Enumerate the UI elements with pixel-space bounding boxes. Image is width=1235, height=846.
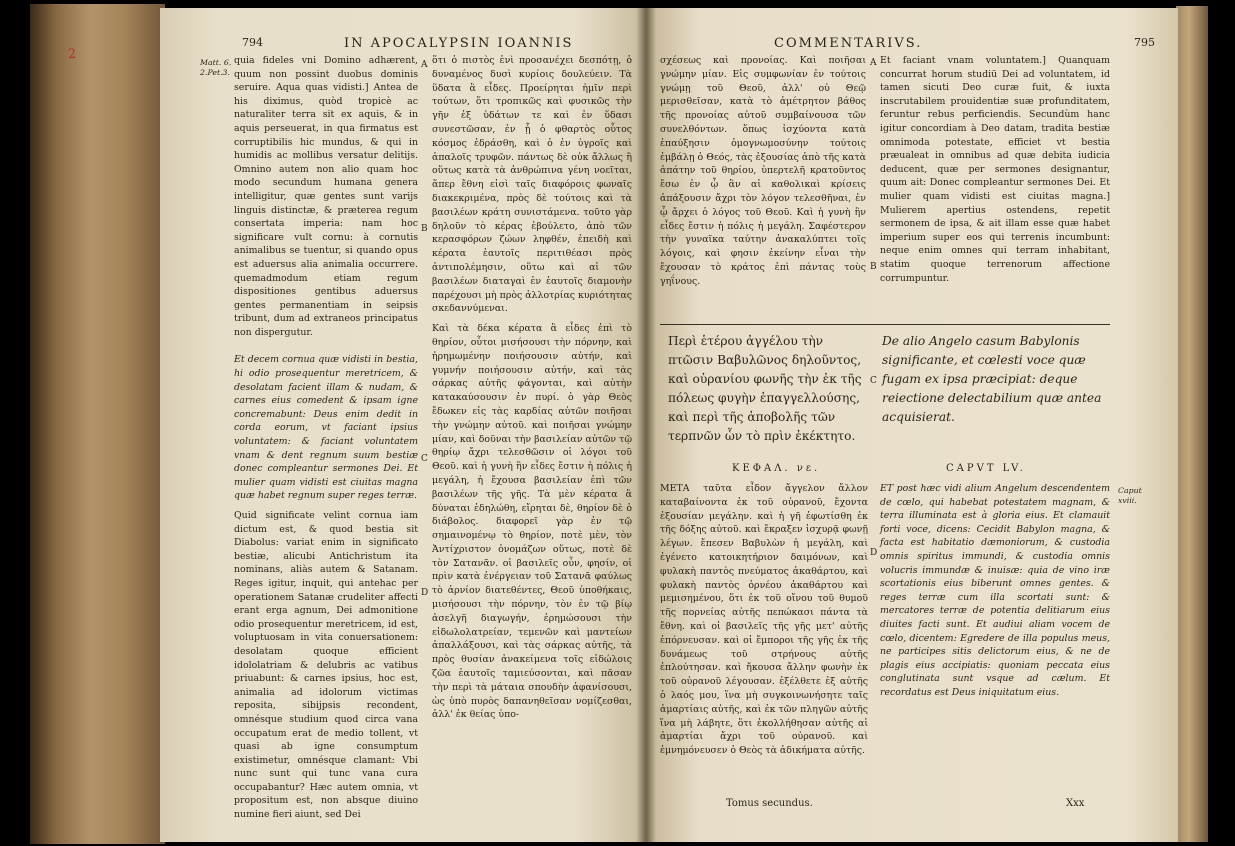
- greek-text-right-top: σχέσεως καὶ προνοίας. Καὶ ποιῆσαι γνώμην μίαν. Εἰς συμφωνίαν ἐν τούτοις γνώμῃ τοῦ Θεοῦ, ἀλλ' οὐ Θεῷ μερισθεῖσαν, κατὰ τὸ ἀμέτρητον βάθος τῆς προνοίας αὐτοῦ συμβαίνουσα τῶν συνελθόντων. ὅπως ἰσχύοντα κατὰ ἐπαύξησιν ὁμογνωμοσύνην τούτοις ἐμβάλῃ ὁ Θεός, τὰς ἐξουσίας ἀπὸ τῆς κατὰ ἀπάτην τοῦ θηρίου, ὑπερτελῆ κρατοῦντος ἔσω ἐν ᾧ ἂν αἱ καθολικαὶ κρίσεις ἀπάξουσιν ἄχρι τὸν λόγον τελεσθῆναι, ἐν ᾧ ἄρχει ὁ λόγος τοῦ Θεοῦ. Καὶ ἡ γυνὴ ἣν εἶδες ἔστιν ἡ πόλις ἡ μεγάλη. Σαφέστερον τὴν γυναῖκα ταύτην ἀνακαλύπτει τοῖς λόγοις, καὶ φησιν ἐκείνην εἶναι τὴν ἔχουσαν τὸ κράτος ἐπὶ πάντας τοὺς γηΐνους.: [660, 55, 866, 287]
- greek-body-text: ΜΕΤΑ ταῦτα εἶδον ἄγγελον ἄλλον καταβαίνοντα ἐκ τοῦ οὐρανοῦ, ἔχοντα ἐξουσίαν μεγάλην. καὶ ἡ γῆ ἐφωτίσθη ἐκ τῆς δόξης αὐτοῦ. καὶ ἔκραξεν ἰσχυρᾷ φωνῇ λέγων. ἔπεσεν Βαβυλὼν ἡ μεγάλη, καὶ ἐγένετο κατοικητήριον δαιμόνων, καὶ φυλακὴ παντὸς πνεύματος ἀκαθάρτου, καὶ φυλακὴ παντὸς ὀρνέου ἀκαθάρτου καὶ μεμισημένου, ὅτι ἐκ τοῦ οἴνου τοῦ θυμοῦ τῆς πορνείας αὐτῆς πεπώκασι πάντα τὰ ἔθνη. καὶ οἱ βασιλεῖς τῆς γῆς μετ' αὐτῆς ἐπόρνευσαν. καὶ οἱ ἔμποροι τῆς γῆς ἐκ τῆς δυνάμεως τοῦ στρήνους αὐτῆς ἐπλούτησαν. καὶ ἤκουσα ἄλλην φωνὴν ἐκ τοῦ οὐρανοῦ λέγουσαν. ἐξέλθετε ἐξ αὐτῆς ὁ λαός μου, ἵνα μὴ συγκοινωνήσητε ταῖς ἁμαρτίαις αὐτῆς, καὶ ἐκ τῶν πληγῶν αὐτῆς ἵνα μὴ λάβητε, ὅτι ἐκολλήθησαν αὐτῆς αἱ ἁμαρτίαι ἄχρι τοῦ οὐρανοῦ. καὶ ἐμνημόνευσεν ὁ Θεὸς τὰ ἀδικήματα αὐτῆς.: [660, 483, 868, 757]
- marker-a: A: [421, 60, 428, 70]
- greek-text-top: ὅτι ὁ πιστὸς ἑνὶ προσανέχει δεσπότῃ, ὁ δυναμένος δυσὶ κυρίοις δουλεύειν. Τὰ ὕδατα ἃ εἶδες. Προείρηται ἡμῖν περὶ τούτων, ὅτι τροπικῶς καὶ φυσικῶς τὴν γῆν ἐξ ὑδάτων τε καὶ ἐν ὕδασι συνεστῶσαν, ἐν ᾗ ὁ φθαρτὸς οὗτος κόσμος ἐδράσθη, καὶ ὁ ἐν ὑγροῖς καὶ ἁπαλοῖς τρυφῶν. πάντως δὲ οὐκ ἄλλως ἢ οὕτως κατὰ τὰ ἀνθρώπινα γένη νοεῖται, ἅπερ ἔθνη εἰσὶ ταῖς διαφόροις φωναῖς διακεκριμένα, πρὸς δὲ τούτοις καὶ τὰ βασιλέων κράτη συνιστάμενα. τοῦτο γὰρ δηλοῦν τὸ κέρας ἐβούλετο, ἀπὸ τῶν κερασφόρων ζώων ληφθέν, ἐπειδὴ καὶ κέρατα ἑαυτοῖς περιτιθέασι πρὸς ἀντιπολέμησιν, οὕτω καὶ αἱ τῶν βασιλέων διαταγαὶ ἐν ἑαυτοῖς διαμονὴν παρέχουσι μὴ πρὸς ἀλλοτρίας κυριότητας σκεδαννύμεναι.: [432, 55, 632, 315]
- latin-column-right-top: [880, 54, 1110, 316]
- section-rule: [660, 324, 1110, 325]
- page-number-left: 794: [242, 36, 263, 49]
- greek-column-left: [432, 54, 632, 728]
- marker-a-right: A: [870, 58, 877, 68]
- left-page: [160, 8, 646, 842]
- latin-text-top: quia fideles vni Domino adhærent, quum non possint duobus dominis seruire. Aqua quas vidisti.] Antea de his diximus, quòd tropicè ac naturaliter terra sit ex aquis, & in aquis perseuerat, in qua firmatus est corruptibilis hic mundus, & qui in humidis ac mollibus versatur delitijs. Omnino autem non alio quam hoc modo secundum humana genera intelligitur, quæ gentes sunt varijs linguis distinctæ, & præterea regum consertata imperia: nam hoc significare vult cornu: à cornutis animalibus se tuentur, si quando opus est aduersus alia animalia occurrere. quemadmodum etiam regum dispositiones gentibus aduersus gentes permanentiam in seipsis tribunt, dum ad extraneos principatus non dispergutur.: [234, 55, 418, 338]
- latin-text-bottom: Quid significate velint cornua iam dictum est, & quod bestia sit Diabolus: variat enim in significato bestiæ, alicubi Antichristum ita nominans, aliàs autem & Satanam. Reges igitur, inquit, qui antehac per operationem Satanæ crudeliter affecti erant erga agnum, Dei admonitione odio prosequentur meretricem, id est, voluptuosam in vita conuersationem: desolatam quoque efficient idololatriam & delubris ac vatibus priuabunt: & carnes ipsius, hoc est, animalia ad idolorum victimas reposita, sibijpsis recondent, omnésque studium quod circa vana occupatum erat de medio tollent, vt quasi ab igne consumptum existimetur, omnésque clamant: Vbi nunc sunt qui tunc vana cura occupabantur? Hæc autem omnia, vt propositum est, non absque diuino numine fieri aiunt, sed Dei: [234, 510, 418, 821]
- marker-b-right: B: [870, 262, 877, 272]
- marker-c: C: [421, 454, 428, 464]
- chapter-heading-greek: ΚΕΦΑΛ. νε.: [732, 463, 821, 474]
- margin-caput: Caput xviii.: [1118, 486, 1142, 505]
- running-head-left: IN APOCALYPSIN IOANNIS: [344, 36, 574, 51]
- greek-column-right-body: [660, 482, 868, 772]
- chapter-heading-latin: CAPVT LV.: [946, 463, 1026, 474]
- marker-c-right: C: [870, 376, 877, 386]
- marker-b: B: [421, 224, 428, 234]
- greek-text-bottom: Καὶ τὰ δέκα κέρατα ἃ εἶδες ἐπὶ τὸ θηρίον, οὗτοι μισήσουσι τὴν πόρνην, καὶ ἠρημωμένην ποιήσουσιν αὐτήν, καὶ γυμνήν ποιήσουσιν αὐτήν, καὶ τὰς σάρκας αὐτῆς φάγονται, καὶ αὐτὴν κατακαύσουσιν ἐν πυρί. ὁ γὰρ Θεὸς ἔδωκεν εἰς τὰς καρδίας αὐτῶν ποιῆσαι τὴν γνώμην αὐτοῦ. καὶ ποιῆσαι γνώμην μίαν, καὶ δοῦναι τὴν βασιλείαν αὐτῶν τῷ θηρίῳ ἄχρι τελεσθῶσιν οἱ λόγοι τοῦ Θεοῦ. καὶ ἡ γυνὴ ἣν εἶδες ἔστιν ἡ πόλις ἡ μεγάλη, ἡ ἔχουσα βασιλείαν ἐπὶ τῶν βασιλέων τῆς γῆς. Τὰ μὲν κέρατα ἃ δύναται ἐδηλώθη, εἴρηται δὲ, θηρίον δὲ ὁ διάβολος. διαφορεῖ γὰρ ἐν τῷ σημαινομένῳ τὸ θηρίον, ποτὲ μὲν, τὸν Ἀντίχριστον ὀνομάζων οὕτως, ποτὲ δὲ τὸν Σατανᾶν. οἱ βασιλεῖς οὖν, φησίν, οἱ πρὶν κατὰ ἐνέργειαν τοῦ Σατανᾶ φαύλως τὸ ἀρνίον διατεθέντες, Θεοῦ ὑποθήκαις, μισήσουσι τὴν πόρνην, τὸν ἐν τῷ βίῳ ἀσελγῆ διαγωγήν, ἐρημώσουσι τὴν εἰδωλολατρείαν, τεμενῶν καὶ μαντείων ἀπαλλάξουσι, καὶ τὰς σάρκας αὐτῆς, τὰ πρὸς θυσίαν ἀνακείμενα τοῖς εἰδώλοις ζῶα ἑαυτοῖς ταμιεύσονται, καὶ πᾶσαν τὴν περὶ τὰ μάταια σπουδὴν ἀφανίσουσι, ὡς ὑπὸ πυρὸς δαπανηθεῖσαν νομίζεσθαι, ἀλλ' ἐκ θείας ὑπο-: [432, 323, 632, 721]
- running-head-right: COMMENTARIVS.: [774, 36, 923, 51]
- library-stamp: 2: [67, 46, 77, 63]
- marker-d-right: D: [870, 548, 878, 558]
- footer-volume: Tomus secundus.: [726, 798, 813, 809]
- latin-scripture: Et decem cornua quæ vidisti in bestia, hi odio prosequentur meretricem, & desolatam facient illam & nudam, & carnes eius comedent & ipsam igne concremabunt: Deus enim dedit in corda eorum, vt faciant ipsius voluntatem: & faciant voluntatem vnam & dent regnum suum bestiæ donec compleantur sermones Dei. Et mulier quam vidisti est ciuitas magna quæ habet regnum super reges terræ.: [234, 354, 418, 502]
- left-page-edges: [30, 4, 165, 844]
- margin-reference: Matt. 6. 2.Pet.3.: [200, 58, 232, 77]
- marker-d: D: [421, 588, 429, 598]
- greek-column-right-top: [660, 54, 866, 316]
- right-page-edges: [1176, 6, 1208, 842]
- book-gutter: [636, 8, 656, 842]
- latin-body-text: ET post hæc vidi alium Angelum descendentem de cœlo, qui habebat potestatem magnam, & terra illuminata est à gloria eius. Et clamauit forti voce, dicens: Cecidit Babylon magna, & facta est habitatio dæmoniorum, & custodia omnis spiritus immundi, & custodia omnis volucris immundæ & inuisæ: quia de vino iræ scortationis eius biberunt omnes gentes. & reges terræ cum illa scortati sunt: & mercatores terræ de potentia delitiarum eius diuites facti sunt. Et audiui aliam vocem de cœlo, dicentem: Egredere de illa populus meus, ne participes sitis delictorum eius, & ne de plagis eius accipiatis: quoniam peccata eius conglutinata sunt vsque ad cælum. Et recordatus est Deus iniquitatum eius.: [880, 483, 1110, 698]
- section-heading-latin: De alio Angelo casum Babylonis significante, et cœlesti voce quæ fugam ex ipsa præcipiat: deque reiectione delectabilium quæ antea acquisierat.: [882, 334, 1102, 424]
- page-number-right: 795: [1134, 36, 1155, 49]
- latin-text-right-top: Et faciant vnam voluntatem.] Quanquam concurrat horum studiū Dei ad voluntatem, id tamen sicuti Deo curæ fuit, & iuxta inscrutabilem prouidentiæ suæ profunditatem, feruntur rebus perficiendis. Secundùm hanc igitur concordiam à Deo datam, tradita bestiæ omnimoda potestate, efficiet vt bestia præualeat in omnibus ad quæ debita iudicia deducent, quæ per sermones designantur, quum ait: Donec compleantur sermones Dei. Et mulier quam vidisti est ciuitas magna.] Mulierem apertius ostendens, repetit sermonem de ipsa, & ait illam esse quæ habet imperium super eos qui terrenis incumbunt: neque enim omnes qui terram inhabitant, statim quoque terrenorum affectione corrumpuntur.: [880, 55, 1110, 284]
- signature-mark: Xxx: [1066, 798, 1085, 809]
- latin-column-left: [234, 54, 418, 828]
- right-page: [646, 8, 1178, 842]
- section-heading-greek: Περὶ ἑτέρου ἀγγέλου τὴν πτῶσιν Βαβυλῶνος δηλοῦντος, καὶ οὐρανίου φωνῆς τὴν ἐκ τῆς πόλεως φυγὴν ἐπαγγελλούσης, καὶ περὶ τῆς ἀποβολῆς τῶν τερπνῶν ὧν τὸ πρὶν ἐκέκτητο.: [668, 334, 862, 443]
- latin-column-right-body: [880, 482, 1110, 772]
